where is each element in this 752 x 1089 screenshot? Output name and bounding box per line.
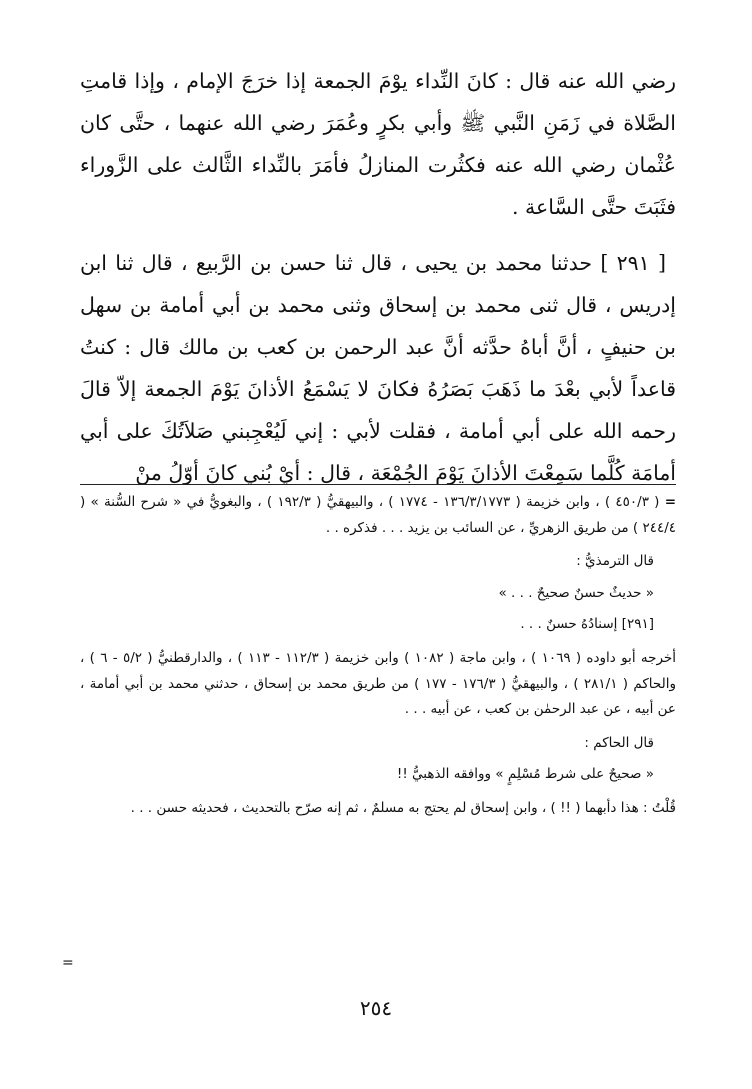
main-paragraph-1: رضي الله عنه قال : كانَ النِّداء يوْمَ الجمعة إذا خرَجَ الإمام ، وإذا قامتِ الصَّلاة في زَمَنِ النَّبي ﷺ وأبي بكرٍ وعُمَرَ رضي الله عنهما ، حتَّى كان عُثْمان رضي الله عنه فكثُرت المنازلُ فأمَرَ بالنِّداء الثَّالث على الزَّوراء فثَبَتَ حتَّى السَّاعة . xyxy=(80,69,676,219)
footnote-5: أخرجه أبو داوده ( ١٠٦٩ ) ، وابن ماجة ( ١٠٨٢ ) وابن خزيمة ( ١١٢/٣ - ١١٣ ) ، والدارقطنيُّ ( ٥/٢ - ٦ ) ، والحاكم ( ٢٨١/١ ) ، والبيهقيُّ ( ١٧٦/٣ - ١٧٧ ) من طريق محمد بن إسحاق ، حدثني محمد بن أبي أمامة ، عن أبيه ، عن عبد الرحمٰن بن كعب ، عن أبيه . . . xyxy=(80,649,676,718)
footnote-6: قال الحاكم : xyxy=(584,734,654,751)
footnote-separator xyxy=(80,484,676,485)
continuation-mark: = xyxy=(664,494,676,510)
continuation-mark-bottom: = xyxy=(62,955,74,971)
main-text xyxy=(80,60,676,494)
footnote-1: = ( ٤٥٠/٣ ) ، وابن خزيمة ( ١٣٦/٣/١٧٧٣ - ١٧٧٤ ) ، والبيهقيُّ ( ١٩٢/٣ ) ، والبغويُّ في « شرح السُّنة » ( ٢٤٤/٤ ) من طريق الزهريِّ ، عن السائب بن يزيد . . . فذكره . . xyxy=(80,494,676,536)
footnote-2: قال الترمذيُّ : xyxy=(576,553,654,570)
footnote-7: « صحيحٌ على شرط مُسْلِمٍ » ووافقه الذهبيُّ !! xyxy=(396,766,654,783)
main-paragraph-2: [ ٢٩١ ] حدثنا محمد بن يحيى ، قال ثنا حسن بن الرَّبيع ، قال ثنا ابن إدريس ، قال ثنى محمد بن إسحاق وثنى محمد بن أبي أمامة بن سهل بن حنيفٍ ، أنَّ أباهُ حدَّثه أنَّ عبد الرحمن بن كعب بن مالك قال : كنتُ قاعداً لأبي بعْدَ ما ذَهَبَ بَصَرُهُ فكانَ لا يَسْمَعُ الأذانَ يَوْمَ الجمعة إلاّ قالَ رحمه الله على أبي أمامة ، فقلت لأبي : إني لَيُعْجِبني صَلاَتُكَ على أبي أمامَة كُلَّما سَمِعْتَ الأذانَ يَوْمَ الجُمْعَة ، قال : أيْ بُني كانَ أوّلُ منْ xyxy=(80,251,676,485)
footnote-3: « حديثٌ حسنٌ صحيحٌ . . . » xyxy=(498,584,654,601)
footnote-4: [٢٩١] إسنادُهُ حسنٌ . . . xyxy=(520,616,654,633)
page-number: ٢٥٤ xyxy=(359,996,393,1020)
footnote-8: قُلْتُ : هذا دأبهما ( !! ) ، وابن إسحاق لم يحتج به مسلمٌ ، ثم إنه صرّح بالتحديث ، فحديثه حسن . . . xyxy=(130,799,676,816)
footnotes xyxy=(80,490,676,822)
